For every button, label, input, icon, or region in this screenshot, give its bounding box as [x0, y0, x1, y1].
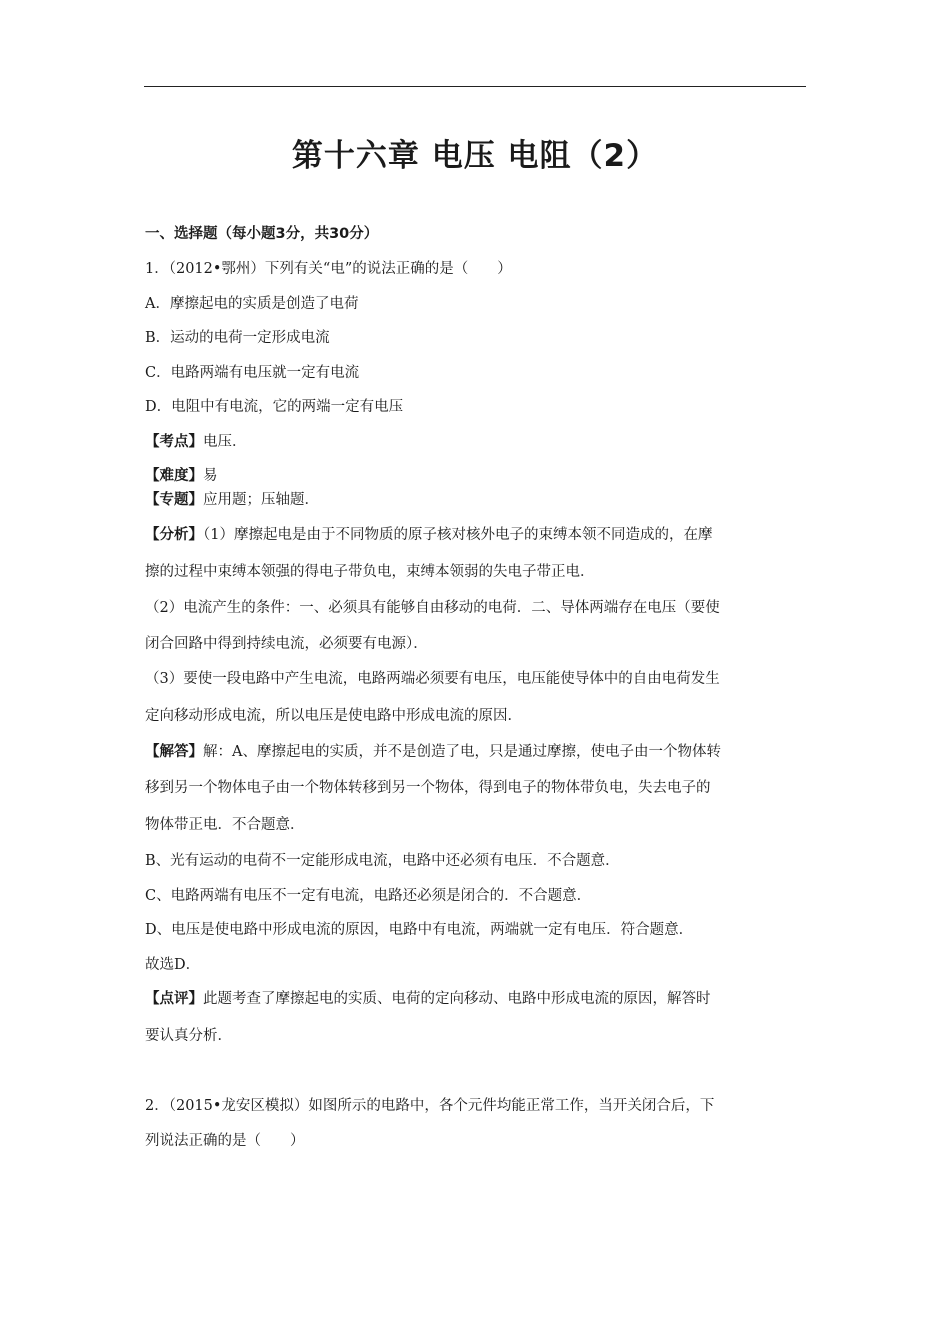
fenxi-first-line: （1）摩擦起电是由于不同物质的原子核对核外电子的束缚本领不同造成的，在摩 [203, 527, 713, 543]
jieda-line: B、光有运动的电荷不一定能形成电流，电路中还必须有电压．不合题意． [145, 853, 620, 869]
zhuanti-text: 应用题；压轴题． [203, 492, 319, 508]
q1-option-b: B．运动的电荷一定形成电流 [145, 330, 330, 346]
q1-dianping [145, 987, 711, 1008]
dianping-tag: 【点评】 [145, 991, 203, 1007]
q1-option-a: A．摩擦起电的实质是创造了电荷 [145, 296, 359, 312]
q1-jieda [145, 740, 721, 761]
jieda-line: 移到另一个物体电子由一个物体转移到另一个物体，得到电子的物体带负电，失去电子的 [145, 780, 711, 796]
fenxi-line: 定向移动形成电流，所以电压是使电路中形成电流的原因． [145, 708, 522, 724]
q1-fenxi [145, 523, 712, 544]
fenxi-line: 擦的过程中束缚本领强的得电子带负电，束缚本领弱的失电子带正电． [145, 564, 595, 580]
fenxi-tag: 【分析】 [145, 527, 203, 543]
kaodian-text: 电压． [203, 434, 247, 450]
q2-stem-line: 2．（2015•龙安区模拟）如图所示的电路中，各个元件均能正常工作，当开关闭合后，下 [145, 1098, 715, 1114]
nandu-text: 易 [203, 468, 218, 484]
fenxi-line: （2）电流产生的条件：一、必须具有能够自由移动的电荷．二、导体两端存在电压（要使 [145, 600, 720, 616]
q1-nandu [145, 464, 218, 485]
q1-zhuanti [145, 488, 319, 509]
jieda-line: C、电路两端有电压不一定有电流，电路还必须是闭合的．不合题意． [145, 888, 592, 904]
zhuanti-tag: 【专题】 [145, 492, 203, 508]
q1-option-d: D．电阻中有电流，它的两端一定有电压 [145, 399, 404, 415]
dianping-first-line: 此题考查了摩擦起电的实质、电荷的定向移动、电路中形成电流的原因，解答时 [203, 991, 711, 1007]
jieda-line: 物体带正电．不合题意． [145, 817, 305, 833]
fenxi-line: （3）要使一段电路中产生电流，电路两端必须要有电压，电压能使导体中的自由电荷发生 [145, 671, 720, 687]
page-title: 第十六章 电压 电阻（2） [291, 138, 659, 174]
jieda-first-line: 解：A、摩擦起电的实质，并不是创造了电，只是通过摩擦，使电子由一个物体转 [203, 744, 721, 760]
jieda-tag: 【解答】 [145, 744, 203, 760]
q1-stem: 1．（2012•鄂州）下列有关“电”的说法正确的是（ ） [145, 261, 512, 277]
q1-option-c: C．电路两端有电压就一定有电流 [145, 365, 360, 381]
q1-kaodian [145, 430, 247, 451]
section-heading: 一、选择题（每小题3分，共30分） [145, 226, 379, 242]
jieda-line: D、电压是使电路中形成电流的原因，电路中有电流，两端就一定有电压．符合题意． [145, 922, 694, 938]
jieda-line: 故选D． [145, 957, 201, 973]
kaodian-tag: 【考点】 [145, 434, 203, 450]
nandu-tag: 【难度】 [145, 468, 203, 484]
q2-stem-line: 列说法正确的是（ ） [145, 1133, 305, 1149]
dianping-line: 要认真分析． [145, 1028, 232, 1044]
header-rule [144, 86, 806, 87]
fenxi-line: 闭合回路中得到持续电流，必须要有电源）． [145, 636, 428, 652]
